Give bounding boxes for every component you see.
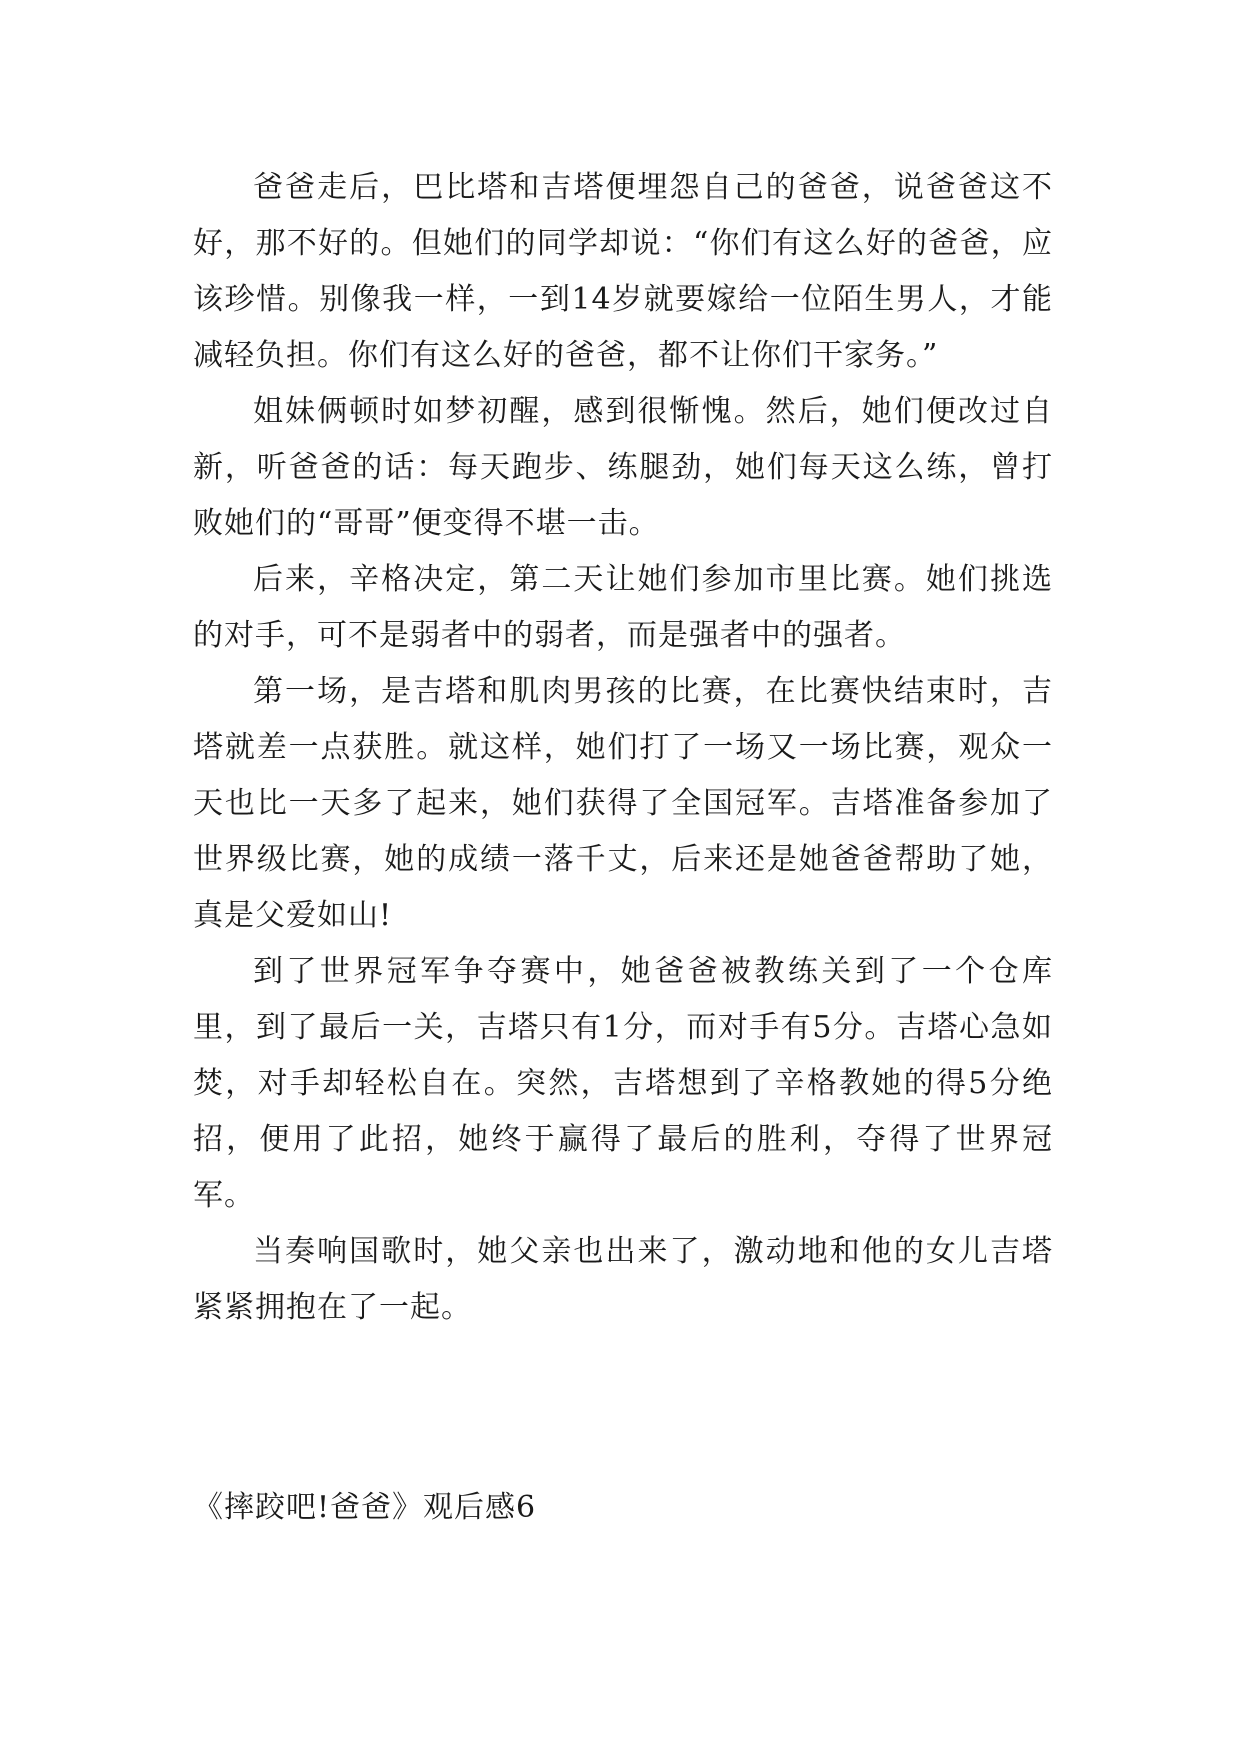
paragraph: 姐妹俩顿时如梦初醒，感到很惭愧。然后，她们便改过自新，听爸爸的话：每天跑步、练腿劲，她们每天这么练，曾打败她们的“哥哥”便变得不堪一击。	[193, 394, 1053, 541]
paragraph: 后来，辛格决定，第二天让她们参加市里比赛。她们挑选的对手，可不是弱者中的弱者，而是强者中的强者。	[193, 562, 1053, 653]
paragraph: 第一场，是吉塔和肌肉男孩的比赛，在比赛快结束时，吉塔就差一点获胜。就这样，她们打了一场又一场比赛，观众一天也比一天多了起来，她们获得了全国冠军。吉塔准备参加了世界级比赛，她的成绩一落千丈，后来还是她爸爸帮助了她，真是父爱如山!	[193, 674, 1053, 933]
document-body	[193, 160, 1053, 1336]
paragraph: 到了世界冠军争夺赛中，她爸爸被教练关到了一个仓库里，到了最后一关，吉塔只有1分，而对手有5分。吉塔心急如焚，对手却轻松自在。突然，吉塔想到了辛格教她的得5分绝招，便用了此招，她终于赢得了最后的胜利，夺得了世界冠军。	[193, 954, 1053, 1213]
paragraph: 当奏响国歌时，她父亲也出来了，激动地和他的女儿吉塔紧紧拥抱在了一起。	[193, 1234, 1053, 1325]
paragraph: 爸爸走后，巴比塔和吉塔便埋怨自己的爸爸，说爸爸这不好，那不好的。但她们的同学却说：“你们有这么好的爸爸，应该珍惜。别像我一样，一到14岁就要嫁给一位陌生男人，才能减轻负担。你们有这么好的爸爸，都不让你们干家务。”	[193, 170, 1053, 373]
section-title: 《摔跤吧!爸爸》观后感6	[193, 1490, 537, 1525]
